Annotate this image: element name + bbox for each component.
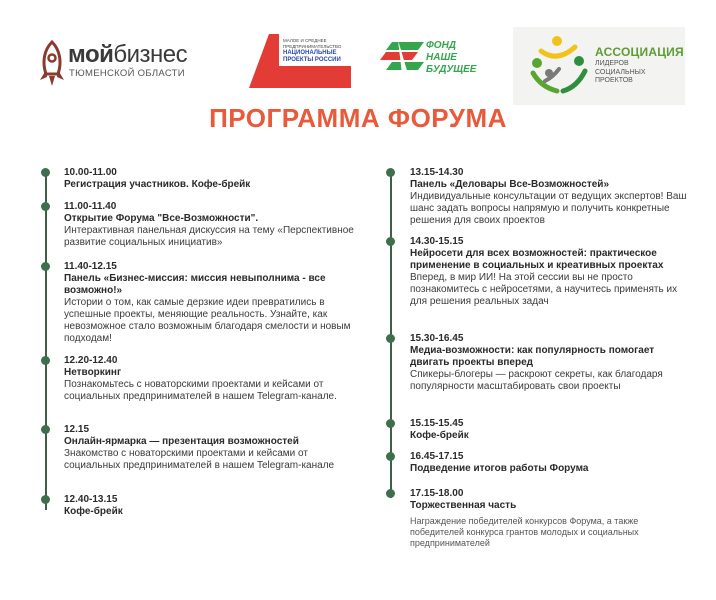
timeline-dot [386, 168, 395, 177]
event-title: Нетворкинг [64, 367, 122, 378]
schedule-item [64, 261, 354, 345]
logo-national-projects [247, 30, 357, 92]
timeline-dot [386, 334, 395, 343]
timeline-dot [386, 452, 395, 461]
event-description: Вперед, в мир ИИ! На этой сессии вы не просто познакомитесь с нейросетями, а научитесь применять их для решения реальных задач [410, 272, 678, 307]
timeline-dot [386, 237, 395, 246]
timeline-dot [41, 495, 50, 504]
event-description: Познакомьтесь с новаторскими проектами и кейсами от социальных предпринимателей в нашем Telegram-канале. [64, 379, 337, 402]
event-description: Спикеры-блогеры — раскроют секреты, как благодаря популярности масштабировать свои проекты [410, 369, 663, 392]
logo-fond-nashe-budushchee [378, 38, 488, 78]
rocket-icon [38, 40, 66, 88]
page-title: ПРОГРАММА ФОРУМА [209, 103, 507, 133]
event-title: Онлайн-ярмарка — презентация возможностей [64, 436, 299, 447]
event-time: 12.40-13.15 [64, 494, 118, 505]
event-title: Открытие Форума "Все-Возможности". [64, 213, 259, 224]
schedule-item [64, 201, 354, 249]
event-time: 14.30-15.15 [410, 236, 464, 247]
event-description: Индивидуальные консультации от ведущих экспертов! Ваш шанс задать вопросы напрямую и получить конкретные решения для своих проектов [410, 191, 687, 226]
timeline-dot [41, 425, 50, 434]
schedule-item [64, 167, 354, 191]
schedule-item [410, 418, 690, 442]
national-projects-caption: МАЛОЕ И СРЕДНЕЕ ПРЕДПРИНИМАТЕЛЬСТВО [283, 38, 342, 49]
event-title: Панель «Деловары Все-Возможностей» [410, 179, 610, 190]
timeline-dot [41, 202, 50, 211]
event-title: Нейросети для всех возможностей: практическое применение в социальных и креативных проектах [410, 248, 664, 271]
timeline-line-left [45, 170, 47, 510]
association-people-icon [527, 33, 591, 97]
timeline-dot [41, 262, 50, 271]
logo-moy-biznes-region: ТЮМЕНСКОЙ ОБЛАСТИ [69, 68, 185, 79]
event-time: 11.40-12.15 [64, 261, 117, 272]
event-title: Регистрация участников. Кофе-брейк [64, 179, 251, 190]
event-title: Медиа-возможности: как популярность помогает двигать проекты вперед [410, 345, 655, 368]
schedule-item [410, 236, 690, 308]
event-time: 12.15 [64, 424, 90, 435]
event-title: Панель «Бизнес-миссия: миссия невыполнима - все возможно!» [64, 273, 326, 296]
schedule-item [410, 333, 690, 393]
event-description: Награждение победителей конкурсов Форума, а также победителей конкурса грантов молодых и социальных предпринимателей [410, 516, 639, 548]
event-time: 10.00-11.00 [64, 167, 117, 178]
logo-moy-biznes [38, 40, 208, 88]
timeline-dot [386, 419, 395, 428]
event-title: Кофе-брейк [410, 430, 469, 441]
association-subtitle: ЛИДЕРОВ СОЦИАЛЬНЫХ ПРОЕКТОВ [595, 60, 646, 84]
timeline-dot [41, 356, 50, 365]
schedule-item [64, 424, 354, 472]
event-time: 12.20-12.40 [64, 355, 118, 366]
timeline-dot [41, 168, 50, 177]
association-title: АССОЦИАЦИЯ [595, 45, 684, 59]
event-title: Подведение итогов работы Форума [410, 463, 589, 474]
event-time: 13.15-14.30 [410, 167, 464, 178]
schedule-item [410, 167, 690, 227]
event-time: 16.45-17.15 [410, 451, 464, 462]
logo-association [513, 27, 685, 105]
event-title: Торжественная часть [410, 500, 517, 511]
event-title: Кофе-брейк [64, 506, 123, 517]
national-projects-name: НАЦИОНАЛЬНЫЕ ПРОЕКТЫ РОССИИ [283, 50, 341, 63]
schedule-item [64, 494, 354, 518]
fond-text: ФОНД НАШЕ БУДУЩЕЕ [426, 40, 477, 75]
event-time: 15.15-15.45 [410, 418, 464, 429]
event-description: Знакомство с новаторскими проектами и кейсами от социальных предпринимателей в нашем Telegram-канале [64, 448, 335, 471]
schedule-item [410, 488, 690, 549]
fond-stripes-icon [378, 38, 426, 76]
event-time: 15.30-16.45 [410, 333, 464, 344]
logo-moy-biznes-text: мойбизнес [68, 41, 188, 68]
schedule-item [64, 355, 354, 403]
schedule-item [410, 451, 690, 475]
event-description: Истории о том, как самые дерзкие идеи превратились в успешные проекты, меняющие реальность. Узнайте, как невозможное стало возможным благодаря смелости и новым подходам! [64, 297, 351, 344]
event-time: 11.00-11.40 [64, 201, 117, 212]
event-description: Интерактивная панельная дискуссия на тему «Перспективное развитие социальных инициатив» [64, 225, 354, 248]
event-time: 17.15-18.00 [410, 488, 464, 499]
timeline-dot [386, 489, 395, 498]
